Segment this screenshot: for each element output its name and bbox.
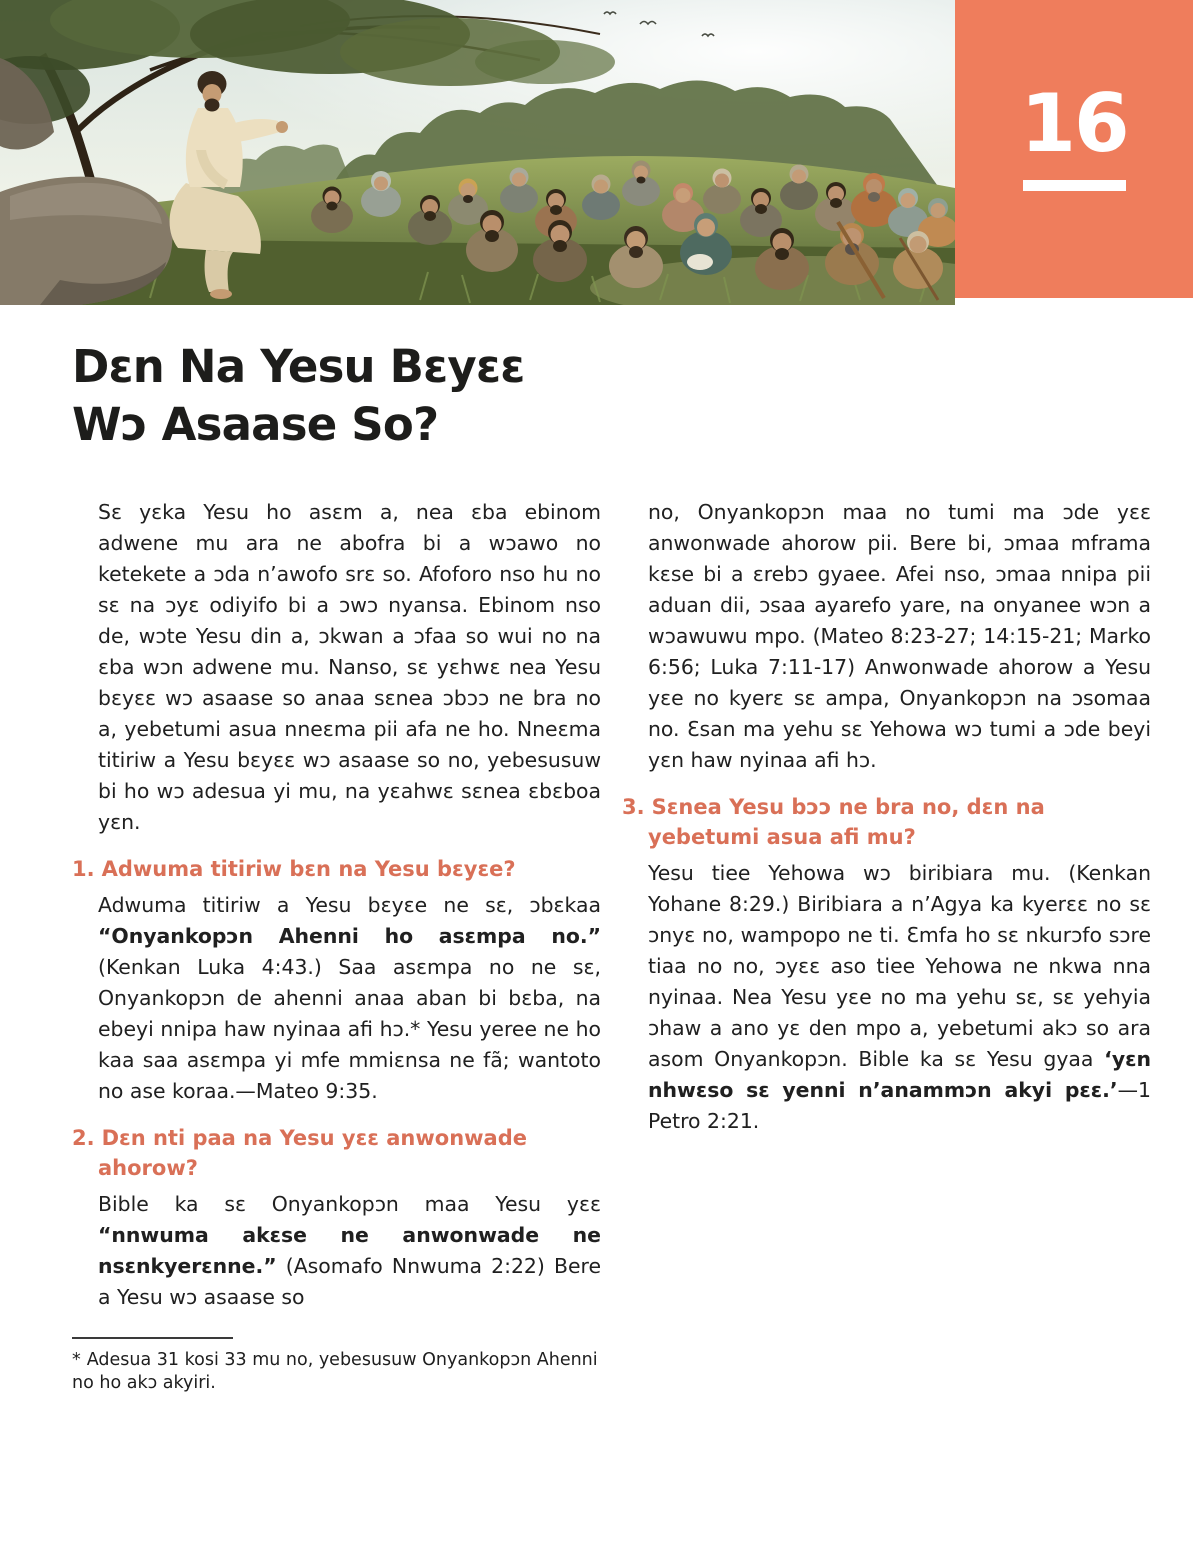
question-1-text: Adwuma titiriw bɛn na Yesu bɛyɛe? <box>101 857 516 881</box>
question-3-heading <box>622 792 1151 852</box>
footnote-marker: * <box>72 1350 81 1370</box>
question-2-answer-continued: no, Onyankopɔn maa no tumi ma ɔde yɛɛ anwonwade ahorow pii. Bere bi, ɔmaa mframa kɛse bi a ɛrebɔ gyaee. Afei nso, ɔmaa nnipa pii aduan dii, ɔsaa ayarefo yare, na onyanee wɔn a wɔawuwu mpo. (Mateo 8:23-27; 14:15-21; Marko 6:56; Luka 7:11-17) Anwonwade ahorow a Yesu yɛe no kyerɛ sɛ ampa, Onyankopɔn na ɔsomaa no. Ɛsan ma yehu sɛ Yehowa wɔ tumi a ɔde beyi yɛn haw nyinaa afi hɔ. <box>648 500 1151 772</box>
question-1-answer: Adwuma titiriw a Yesu bɛyɛe ne sɛ, ɔbɛkaa “Onyankopɔn Ahenni ho asɛmpa no.” (Kenkan Luka 4:43.) Saa asɛmpa no ne sɛ, Onyankopɔn de ahenni anaa aban bi bɛba, na ebeyi nnipa haw nyinaa afi hɔ.* Yesu yeree ne ho kaa saa asɛmpa yi mfe mmiɛnsa ne fã; wantoto no ase koraa.—Mateo 9:35. <box>98 893 601 1103</box>
lesson-number: 16 <box>1020 77 1128 170</box>
question-2-text: Dɛn nti paa na Yesu yɛɛ anwonwade ahorow? <box>98 1126 527 1180</box>
footnote <box>72 1337 601 1395</box>
hero-photo <box>0 0 955 305</box>
question-3-answer: Yesu tiee Yehowa wɔ biribiara mu. (Kenkan Yohane 8:29.) Biribiara a n’Agya ka kyerɛɛ no sɛ ɔnyɛ no, wampopo ne ti. Ɛmfa ho sɛ nkurɔfo sɔre tiaa no no, ɔyɛɛ aso tiee Yehowa ne nkwa nna nyinaa. Nea Yesu yɛe no ma yehu sɛ, sɛ yehyia ɔhaw a ano yɛ den mpo a, yebetumi akɔ so ara asom Onyankopɔn. Bible ka sɛ Yesu gyaa ‘yɛn nhwɛso sɛ yenni n’anammɔn akyi pɛɛ.’—1 Petro 2:21. <box>648 861 1151 1133</box>
footnote-text <box>72 1349 601 1395</box>
right-column <box>622 497 1151 1137</box>
question-1-number: 1. <box>72 857 95 881</box>
question-3-number: 3. <box>622 795 645 819</box>
question-2-number: 2. <box>72 1126 95 1150</box>
left-column <box>72 497 601 1395</box>
question-3-text: Sɛnea Yesu bɔɔ ne bra no, dɛn na yebetumi asua afi mu? <box>648 795 1045 849</box>
page-title-line1: Dɛn Na Yesu Bɛyɛɛ <box>72 340 525 393</box>
question-2-answer: Bible ka sɛ Onyankopɔn maa Yesu yɛɛ “nnwuma akɛse ne anwonwade ne nsɛnkyerɛnne.” (Asomafo Nnwuma 2:22) Bere a Yesu wɔ asaase so <box>98 1192 601 1309</box>
lesson-underline <box>1023 180 1126 191</box>
question-2-heading <box>72 1123 601 1183</box>
page-title-line2: Wɔ Asaase So? <box>72 398 439 451</box>
footnote-divider <box>72 1337 233 1339</box>
footnote-body: Adesua 31 kosi 33 mu no, yebesusuw Onyankopɔn Ahenni no ho akɔ akyiri. <box>72 1350 598 1393</box>
intro-paragraph: Sɛ yɛka Yesu ho asɛm a, nea ɛba ebinom adwene mu ara ne abofra bi a wɔawo no ketekete a ɔda n’awofo srɛ so. Afoforo nso hu no sɛ na ɔyɛ odiyifo bi a ɔwɔ nyansa. Ebinom nso de, wɔte Yesu din a, ɔkwan a ɔfaa so wui no na ɛba wɔn adwene mu. Nanso, sɛ yɛhwɛ nea Yesu bɛyɛɛ wɔ asaase so anaa sɛnea ɔbɔɔ ne bra no a, yebetumi asua nneɛma pii afa ne ho. Nneɛma titiriw a Yesu bɛyɛɛ wɔ asaase so no, yebesusuw bi ho wɔ adesua yi mu, na yɛahwɛ sɛnea ɛbɛboa yɛn. <box>98 500 601 834</box>
lesson-number-badge <box>955 0 1193 298</box>
page-title <box>72 338 632 454</box>
hero-photo-illustration <box>0 0 955 305</box>
question-1-heading <box>72 854 601 884</box>
